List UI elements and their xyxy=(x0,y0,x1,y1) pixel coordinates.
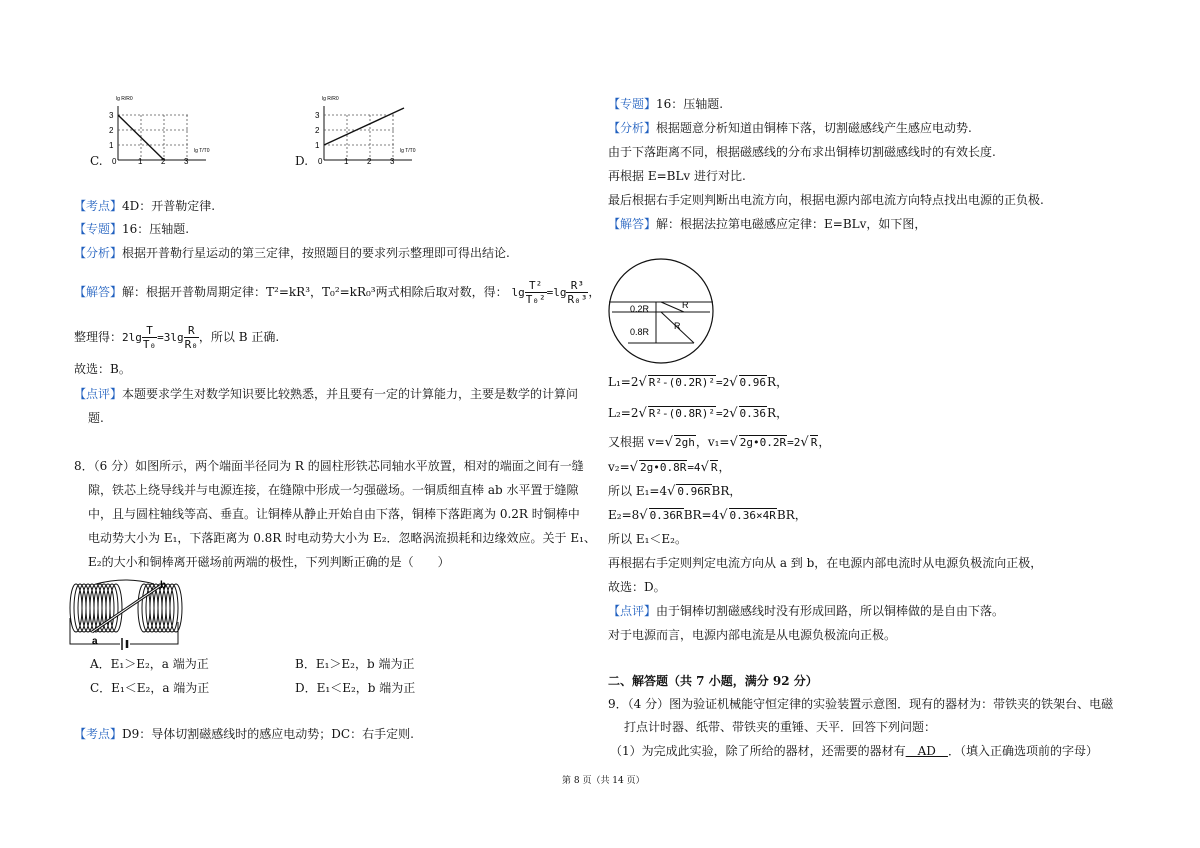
q8-line-2: 隙，铁芯上绕导线并与电源连接，在缝隙中形成一匀强磁场。一铜质细直棒 ab 水平置于缝隙 xyxy=(88,483,579,497)
r-fenxi-line xyxy=(608,120,972,136)
zhuanti-text: 16：压轴题. xyxy=(122,222,190,236)
suoyi-line: 所以 E₁＜E₂。 xyxy=(608,532,687,546)
section-heading: 二、解答题（共 7 小题，满分 92 分） xyxy=(608,674,818,688)
kaodian-text: 4D：开普勒定律. xyxy=(122,199,216,213)
graph-d-ytick: 3 xyxy=(315,111,320,120)
v-line: 又根据 v=√ 2gh，v₁=√ 2g•0.2R=2√ R， xyxy=(608,435,831,450)
graph-d-xtick: 0 xyxy=(318,157,323,164)
r-dianping-tag: 【点评】 xyxy=(608,604,657,618)
fenxi-tag: 【分析】 xyxy=(74,246,123,260)
graph-c-xtick: 2 xyxy=(161,157,166,164)
dianping-tag: 【点评】 xyxy=(74,387,123,401)
graph-d xyxy=(312,92,424,164)
jieda-text: 解：根据开普勒周期定律：T²=kR³，T₀²=kR₀³两式相除后取对数，得： xyxy=(122,285,508,299)
zhengli-end: ，所以 B 正确. xyxy=(198,330,280,344)
graph-c-xlabel: lg T/T0 xyxy=(194,148,210,154)
r-line-2: 由于下落距离不同，根据磁感线的分布求出铜棒切割磁感线时的有效长度. xyxy=(608,145,996,159)
graph-c-ytick: 2 xyxy=(109,126,114,135)
zhengli-text: 整理得： xyxy=(74,330,123,344)
r-line-4: 最后根据右手定则判断出电流方向，根据电源内部电流方向特点找出电源的正负极. xyxy=(608,193,1044,207)
option-c: C．E₁＜E₂，a 端为正 xyxy=(90,681,210,695)
dianping-text: 本题要求学生对数学知识要比较熟悉，并且要有一定的计算能力，主要是数学的计算问 xyxy=(122,387,579,401)
jieda-line xyxy=(74,274,600,311)
r-jieda-line xyxy=(608,216,926,232)
v2-line: v₂=√ 2g•0.8R=4√ R， xyxy=(608,460,731,475)
circle-diagram xyxy=(606,256,718,366)
r-guxuan-line: 故选：D。 xyxy=(608,580,666,594)
r-zhuanti-text: 16：压轴题. xyxy=(656,97,724,111)
q9-line-2: 打点计时器、纸带、带铁夹的重锤、天平．回答下列问题： xyxy=(624,720,937,734)
zhuanti-tag: 【专题】 xyxy=(74,222,123,236)
e2-line: E₂=8√ 0.36RBR=4√ 0.36×4RBR， xyxy=(608,508,807,523)
graph-d-xtick: 3 xyxy=(390,157,395,164)
fenxi-line xyxy=(74,245,510,261)
coil-figure xyxy=(66,578,190,652)
r-dianping-line xyxy=(608,603,1004,619)
jieda-eq: =lg xyxy=(546,286,567,299)
option-d: D．E₁＜E₂，b 端为正 xyxy=(295,681,416,695)
q8-line-4: 电动势大小为 E₁，下落距离为 0.8R 时电动势大小为 E₂．忽略涡流损耗和边缘效应。关于 E₁、 xyxy=(88,531,596,545)
r-zhuanti-tag: 【专题】 xyxy=(608,97,657,111)
zaigen-line: 再根据右手定则判定电流方向从 a 到 b，在电源内部电流时从电源负极流向正极， xyxy=(608,556,1043,570)
jieda-lg: lg xyxy=(511,286,525,299)
circle-label-08r: 0.8R xyxy=(630,327,650,337)
q9-line-1: 9．（4 分）图为验证机械能守恒定律的实验装置示意图．现有的器材为：带铁夹的铁架台、电磁 xyxy=(608,697,1114,711)
graph-d-ylabel: lg R/R0 xyxy=(322,96,339,102)
option-d-label: D. xyxy=(295,154,309,168)
graph-d-xtick: 1 xyxy=(344,157,349,164)
zhuanti-line xyxy=(74,221,189,237)
dianping-line-2: 题. xyxy=(88,411,104,425)
circle-label-r1: R xyxy=(682,300,689,310)
q8-line-5: E₂的大小和铜棒离开磁场前两端的极性，下列判断正确的是（ ） xyxy=(88,555,450,569)
dianping-line xyxy=(74,386,578,402)
graph-d-ytick: 1 xyxy=(315,141,320,150)
kaodian-tag: 【考点】 xyxy=(74,199,123,213)
r-fenxi-tag: 【分析】 xyxy=(608,121,657,135)
guxuan-line: 故选：B。 xyxy=(74,362,131,376)
graph-c-xtick: 1 xyxy=(138,157,143,164)
r-jieda-tag: 【解答】 xyxy=(608,217,657,231)
kaodian2-tag: 【考点】 xyxy=(74,727,123,741)
page-footer: 第 8 页（共 14 页） xyxy=(562,776,645,786)
fenxi-text: 根据开普勒行星运动的第三定律，按照题目的要求列示整理即可得出结论. xyxy=(122,246,510,260)
jieda-frac-2: $\frac{\text{R³}}{\text{R₀³}}$ xyxy=(567,279,588,306)
kaodian2-line xyxy=(74,726,414,742)
r-fenxi-text: 根据题意分析知道由铜棒下落，切割磁感线产生感应电动势. xyxy=(656,121,972,135)
zhengli-frac-1: $\frac{T}{\text{T₀}}$ xyxy=(142,324,157,351)
graph-c-ytick: 3 xyxy=(109,111,114,120)
zhengli-lg1: 2lg xyxy=(122,331,142,344)
graph-d-xtick: 2 xyxy=(367,157,372,164)
graph-d-line xyxy=(324,108,404,145)
graph-d-xlabel: lg T/T0 xyxy=(400,148,416,154)
q8-line-1: 8．（6 分）如图所示，两个端面半径同为 R 的圆柱形铁芯同轴水平放置，相对的端面之间有一缝 xyxy=(74,459,584,473)
jieda-comma: ， xyxy=(588,285,601,299)
graph-c-xtick: 3 xyxy=(184,157,189,164)
r-dianping-text: 由于铜棒切割磁感线时没有形成回路，所以铜棒做的是自由下落。 xyxy=(656,604,1005,618)
option-a: A．E₁＞E₂，a 端为正 xyxy=(90,657,209,671)
r-line-3: 再根据 E=BLv 进行对比. xyxy=(608,169,746,183)
jieda-frac-1: $\frac{\text{T²}}{\text{T₀²}}$ xyxy=(525,279,546,306)
graph-c-ytick: 1 xyxy=(109,141,114,150)
r-jieda-text: 解：根据法拉第电磁感应定律：E=BLv，如下图， xyxy=(656,217,927,231)
graph-c-line xyxy=(118,115,164,160)
circle-label-02r: 0.2R xyxy=(630,304,650,314)
q9-line-3: （1）为完成此实验，除了所给的器材，还需要的器材有 AD ．（填入正确选项前的字母） xyxy=(610,744,1098,758)
kaodian2-text: D9：导体切割磁感线时的感应电动势；DC：右手定则. xyxy=(122,727,414,741)
e1-line: 所以 E₁=4√ 0.96RBR， xyxy=(608,484,742,499)
l2-line: L₂=2√ R²-(0.8R)²=2√ 0.36R， xyxy=(608,406,789,421)
l1-line: L₁=2√ R²-(0.2R)²=2√ 0.96R， xyxy=(608,375,789,390)
option-b: B．E₁＞E₂，b 端为正 xyxy=(295,657,415,671)
r-duiyu-line: 对于电源而言，电源内部电流是从电源负极流向正极。 xyxy=(608,628,897,642)
r-zhuanti-line xyxy=(608,96,723,112)
graph-c xyxy=(106,92,218,164)
rod-label-a: a xyxy=(92,636,98,647)
graph-c-ylabel: lg R/R0 xyxy=(116,96,133,102)
zhengli-frac-2: $\frac{R}{\text{R₀}}$ xyxy=(184,324,198,351)
graph-d-ytick: 2 xyxy=(315,126,320,135)
q9-answer-blank: AD xyxy=(905,744,948,758)
graph-c-xtick: 0 xyxy=(112,157,117,164)
zhengli-lg2: =3lg xyxy=(157,331,184,344)
zhengli-line xyxy=(74,320,279,355)
kaodian-line xyxy=(74,198,215,214)
q8-line-3: 中，且与圆柱轴线等高、垂直。让铜棒从静止开始自由下落，铜棒下落距离为 0.2R 时铜棒中 xyxy=(88,507,580,521)
rod-label-b: b xyxy=(160,580,167,591)
jieda-tag: 【解答】 xyxy=(74,285,123,299)
circle-label-r2: R xyxy=(674,321,681,331)
option-c-label: C. xyxy=(90,154,103,168)
